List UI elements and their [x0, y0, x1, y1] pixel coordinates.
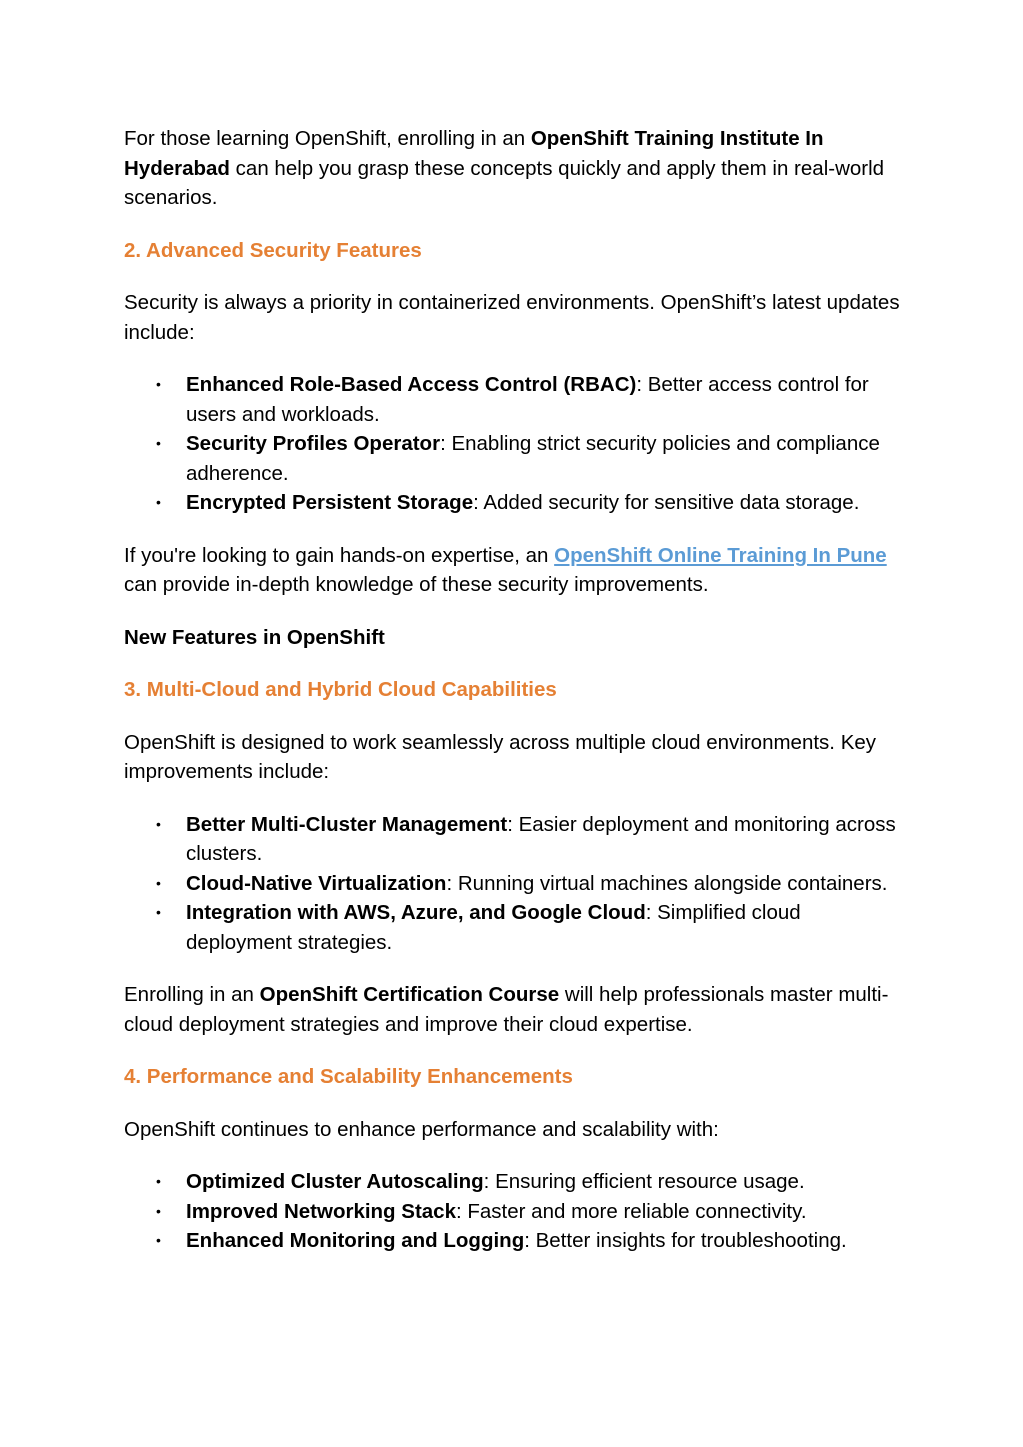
list-item-text: : Faster and more reliable connectivity. — [455, 1199, 807, 1223]
bullet-icon: • — [156, 1173, 161, 1189]
bullet-icon: • — [156, 904, 161, 920]
section-4-list — [124, 1167, 904, 1256]
bullet-icon: • — [156, 815, 161, 832]
list-item-text: : Ensuring efficient resource usage. — [483, 1170, 805, 1193]
certification-course-term: OpenShift Certification Course — [259, 983, 560, 1006]
intro-bold-term: OpenShift Training Institute In Hyderabad — [124, 127, 824, 180]
list-item-term: Integration with AWS, Azure, and Google Cloud — [186, 901, 646, 924]
list-item-term: Cloud-Native Virtualization — [186, 871, 447, 895]
section-2-paragraph: Security is always a priority in containerized environments. OpenShift’s latest updates include: — [124, 291, 900, 344]
list-item — [156, 370, 904, 429]
document-page — [124, 124, 904, 1279]
list-item-text: : Easier deployment and monitoring across clusters. — [186, 812, 896, 865]
bullet-icon: • — [156, 1232, 161, 1248]
list-item-text: : Better access control for users and workloads. — [186, 373, 869, 426]
list-item-term: Optimized Cluster Autoscaling — [186, 1170, 484, 1193]
list-item — [156, 898, 904, 957]
list-item — [156, 1197, 904, 1227]
section-4-heading: 4. Performance and Scalability Enhancements — [124, 1065, 573, 1088]
list-item — [156, 810, 904, 869]
section-3-heading: 3. Multi-Cloud and Hybrid Cloud Capabilities — [124, 678, 557, 701]
section-2-heading: 2. Advanced Security Features — [124, 238, 422, 262]
cta-text-end: can provide in-depth knowledge of these security improvements. — [124, 573, 709, 596]
bullet-icon: • — [156, 435, 161, 451]
section-4-paragraph: OpenShift continues to enhance performance and scalability with: — [124, 1117, 719, 1141]
list-item-term: Enhanced Monitoring and Logging — [186, 1229, 525, 1252]
online-training-link[interactable]: OpenShift Online Training In Pune — [554, 543, 887, 567]
intro-paragraph — [124, 124, 904, 213]
list-item-term: Security Profiles Operator — [186, 432, 441, 455]
list-item — [156, 1226, 904, 1256]
bullet-icon: • — [156, 376, 161, 392]
list-item-text: : Running virtual machines alongside containers. — [446, 871, 888, 895]
cta-text-start: If you're looking to gain hands-on expertise, an — [124, 543, 555, 567]
list-item — [156, 488, 904, 518]
intro-text-start: For those learning OpenShift, enrolling in an — [124, 127, 531, 150]
list-item-term: Encrypted Persistent Storage — [186, 491, 474, 514]
bullet-icon: • — [156, 1202, 161, 1219]
intro-text-end: can help you grasp these concepts quickly and apply them in real-world scenarios. — [124, 156, 885, 209]
list-item-term: Better Multi-Cluster Management — [186, 812, 508, 836]
list-item-text: : Added security for sensitive data storage. — [473, 491, 860, 514]
new-features-heading: New Features in OpenShift — [124, 625, 385, 649]
section-3-cta-paragraph — [124, 980, 904, 1039]
bullet-icon: • — [156, 494, 161, 510]
cta-text-end: will help professionals master multi-cloud deployment strategies and improve their cloud expertise. — [124, 983, 889, 1036]
list-item-text: : Better insights for troubleshooting. — [524, 1229, 847, 1252]
list-item-term: Enhanced Role-Based Access Control (RBAC) — [186, 373, 637, 396]
section-2-list — [124, 370, 904, 518]
section-3-list — [124, 810, 904, 958]
list-item — [156, 869, 904, 899]
section-3-paragraph: OpenShift is designed to work seamlessly across multiple cloud environments. Key improvements include: — [124, 730, 877, 783]
cta-text-start: Enrolling in an — [124, 983, 260, 1006]
list-item-term: Improved Networking Stack — [186, 1199, 456, 1223]
bullet-icon: • — [156, 874, 161, 891]
list-item-text: : Enabling strict security policies and compliance adherence. — [186, 432, 880, 485]
list-item — [156, 429, 904, 488]
list-item-text: : Simplified cloud deployment strategies. — [186, 901, 801, 954]
section-2-cta-paragraph — [124, 541, 904, 600]
list-item — [156, 1167, 904, 1197]
